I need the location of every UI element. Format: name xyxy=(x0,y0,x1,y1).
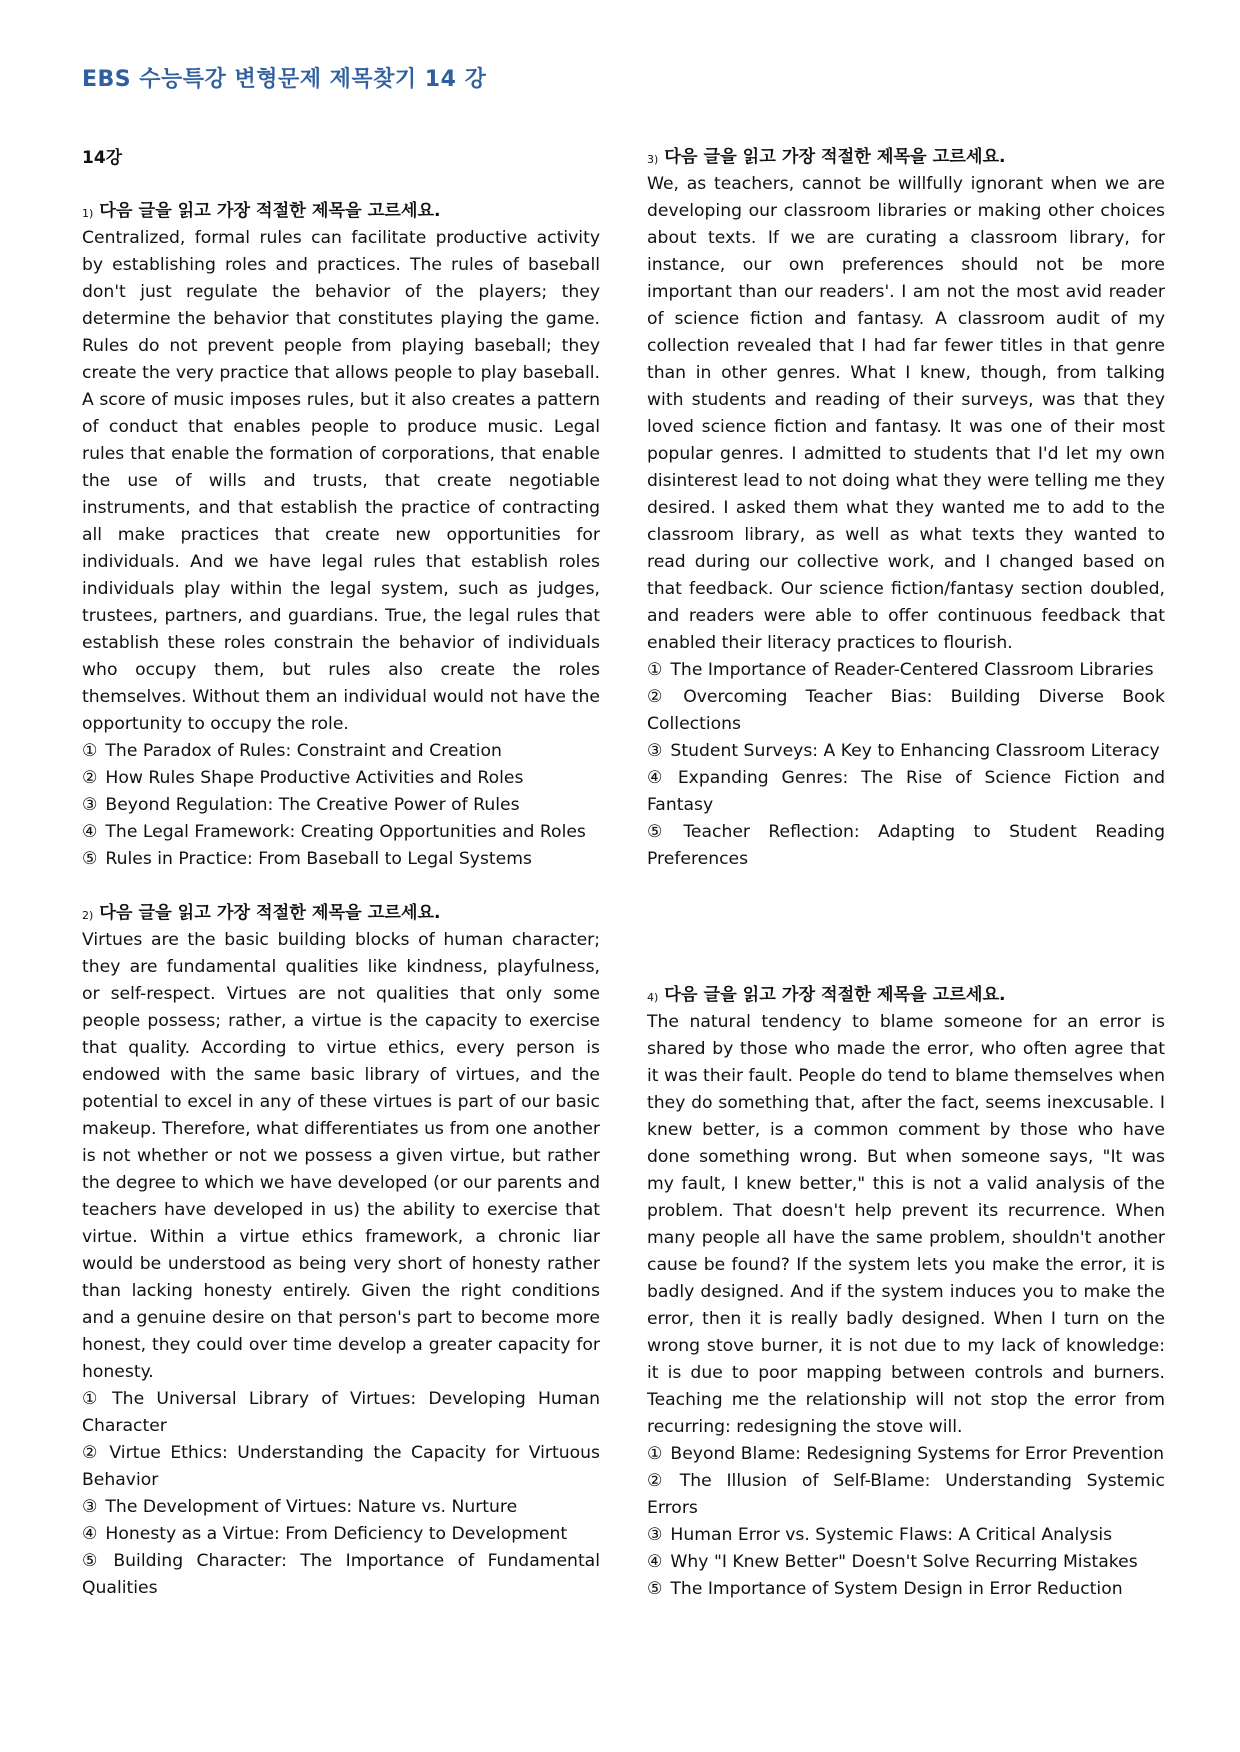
choice-text: Why "I Knew Better" Doesn't Solve Recurring Mistakes xyxy=(670,1552,1138,1572)
choice-3[interactable] xyxy=(82,1494,600,1521)
choice-text: Student Surveys: A Key to Enhancing Classroom Literacy xyxy=(670,741,1160,761)
choice-2[interactable] xyxy=(647,684,1165,738)
choice-marker: ② xyxy=(647,687,676,707)
question-1 xyxy=(82,198,600,873)
unit-label: 14강 xyxy=(82,148,123,168)
choice-marker: ① xyxy=(647,660,663,680)
question-prompt-text: 다음 글을 읽고 가장 적절한 제목을 고르세요. xyxy=(99,903,441,923)
choice-list xyxy=(647,1441,1165,1603)
choice-text: Rules in Practice: From Baseball to Legal Systems xyxy=(105,849,532,869)
choice-text: Expanding Genres: The Rise of Science Fiction and Fantasy xyxy=(647,768,1165,815)
choice-marker: ① xyxy=(82,741,98,761)
question-number: 2) xyxy=(82,909,94,922)
choice-1[interactable] xyxy=(647,657,1165,684)
choice-4[interactable] xyxy=(82,819,600,846)
choice-2[interactable] xyxy=(82,1440,600,1494)
question-4 xyxy=(647,982,1165,1603)
question-2 xyxy=(82,900,600,1602)
question-3 xyxy=(647,144,1165,873)
question-prompt-text: 다음 글을 읽고 가장 적절한 제목을 고르세요. xyxy=(99,201,441,221)
choice-1[interactable] xyxy=(647,1441,1165,1468)
choice-2[interactable] xyxy=(647,1468,1165,1522)
passage: The natural tendency to blame someone for an error is shared by those who made the error, who often agree that it was their fault. People do tend to blame themselves when they do something that, after the fact, seems inexcusable. I knew better, is a common comment by those who have done something wrong. But when someone says, "It was my fault, I knew better," this is not a valid analysis of the problem. That doesn't help prevent its recurrence. When many people all have the same problem, shouldn't another cause be found? If the system lets you make the error, it is badly designed. And if the system induces you to make the error, then it is really badly designed. When I turn on the wrong stove burner, it is not due to my lack of knowledge: it is due to poor mapping between controls and burners. Teaching me the relationship will not stop the error from recurring: redesigning the stove will. xyxy=(647,1012,1165,1437)
passage: Virtues are the basic building blocks of human character; they are fundamental qualities like kindness, playfulness, or self-respect. Virtues are not qualities that only some people possess; rather, a virtue is the capacity to exercise that quality. According to virtue ethics, every person is endowed with the same basic library of virtues, and the potential to excel in any of these virtues is part of our basic makeup. Therefore, what differentiates us from one another is not whether or not we possess a given virtue, but rather the degree to which we have developed (or our parents and teachers have developed in us) the ability to exercise that virtue. Within a virtue ethics framework, a chronic liar would be understood as being very short of honesty rather than lacking honesty entirely. Given the right conditions and a genuine desire on that person's part to become more honest, they could over time develop a greater capacity for honesty. xyxy=(82,930,600,1382)
choice-5[interactable] xyxy=(647,819,1165,873)
choice-text: Human Error vs. Systemic Flaws: A Critical Analysis xyxy=(670,1525,1113,1545)
choice-5[interactable] xyxy=(647,1576,1165,1603)
choice-text: The Importance of System Design in Error Reduction xyxy=(670,1579,1123,1599)
choice-text: Overcoming Teacher Bias: Building Diverse Book Collections xyxy=(647,687,1165,734)
choice-4[interactable] xyxy=(82,1521,600,1548)
choice-text: Honesty as a Virtue: From Deficiency to Development xyxy=(105,1524,568,1544)
choice-text: Virtue Ethics: Understanding the Capacity for Virtuous Behavior xyxy=(82,1443,600,1490)
choice-list xyxy=(82,738,600,873)
choice-text: Teacher Reflection: Adapting to Student Reading Preferences xyxy=(647,822,1165,869)
choice-marker: ⑤ xyxy=(647,1579,663,1599)
question-prompt xyxy=(82,198,600,225)
choice-marker: ② xyxy=(647,1471,672,1491)
question-number: 4) xyxy=(647,991,659,1004)
choice-text: The Legal Framework: Creating Opportunities and Roles xyxy=(105,822,586,842)
choice-marker: ③ xyxy=(82,795,98,815)
question-prompt xyxy=(647,144,1165,171)
choice-list xyxy=(647,657,1165,873)
choice-marker: ③ xyxy=(647,1525,663,1545)
choice-text: The Paradox of Rules: Constraint and Creation xyxy=(105,741,502,761)
choice-marker: ⑤ xyxy=(82,1551,106,1571)
choice-text: The Importance of Reader-Centered Classroom Libraries xyxy=(670,660,1154,680)
choice-marker: ③ xyxy=(82,1497,98,1517)
choice-list xyxy=(82,1386,600,1602)
choice-text: How Rules Shape Productive Activities and Roles xyxy=(105,768,524,788)
choice-marker: ④ xyxy=(82,822,98,842)
choice-marker: ① xyxy=(82,1389,105,1409)
choice-marker: ④ xyxy=(647,1552,663,1572)
choice-3[interactable] xyxy=(82,792,600,819)
document-header: EBS 수능특강 변형문제 제목찾기 14 강 xyxy=(82,67,487,92)
question-prompt xyxy=(82,900,600,927)
choice-text: The Development of Virtues: Nature vs. Nurture xyxy=(105,1497,518,1517)
choice-text: The Universal Library of Virtues: Developing Human Character xyxy=(82,1389,600,1436)
choice-4[interactable] xyxy=(647,1549,1165,1576)
question-prompt-text: 다음 글을 읽고 가장 적절한 제목을 고르세요. xyxy=(664,985,1006,1005)
choice-text: The Illusion of Self-Blame: Understanding Systemic Errors xyxy=(647,1471,1165,1518)
passage: We, as teachers, cannot be willfully ignorant when we are developing our classroom libraries or making other choices about texts. If we are curating a classroom library, for instance, our own preferences should not be more important than our readers'. I am not the most avid reader of science fiction and fantasy. A classroom audit of my collection revealed that I had far fewer titles in that genre than in other genres. What I knew, though, from talking with students and reading of their surveys, was that they loved science fiction and fantasy. It was one of their most popular genres. I admitted to students that I'd let my own disinterest lead to not doing what they were telling me they desired. I asked them what they wanted me to add to the classroom library, as well as what texts they wanted to read during our collective work, and I changed based on that feedback. Our science fiction/fantasy section doubled, and readers were able to offer continuous feedback that enabled their literacy practices to flourish. xyxy=(647,174,1165,653)
choice-text: Beyond Regulation: The Creative Power of Rules xyxy=(105,795,520,815)
choice-1[interactable] xyxy=(82,1386,600,1440)
passage: Centralized, formal rules can facilitate productive activity by establishing roles and practices. The rules of baseball don't just regulate the behavior of the players; they determine the behavior that constitutes playing the game. Rules do not prevent people from playing baseball; they create the very practice that allows people to play baseball. A score of music imposes rules, but it also creates a pattern of conduct that enables people to produce music. Legal rules that enable the formation of corporations, that enable the use of wills and trusts, that create negotiable instruments, and that establish the practice of contracting all make practices that create new opportunities for individuals. And we have legal rules that establish roles individuals play within the legal system, such as judges, trustees, partners, and guardians. True, the legal rules that establish these roles constrain the behavior of individuals who occupy them, but rules also create the roles themselves. Without them an individual would not have the opportunity to occupy the role. xyxy=(82,228,600,734)
choice-1[interactable] xyxy=(82,738,600,765)
choice-marker: ③ xyxy=(647,741,663,761)
question-prompt xyxy=(647,982,1165,1009)
choice-marker: ② xyxy=(82,1443,102,1463)
choice-text: Building Character: The Importance of Fundamental Qualities xyxy=(82,1551,600,1598)
choice-marker: ① xyxy=(647,1444,663,1464)
choice-5[interactable] xyxy=(82,1548,600,1602)
choice-marker: ④ xyxy=(647,768,670,788)
question-number: 1) xyxy=(82,207,94,220)
choice-text: Beyond Blame: Redesigning Systems for Error Prevention xyxy=(670,1444,1165,1464)
choice-marker: ④ xyxy=(82,1524,98,1544)
choice-marker: ② xyxy=(82,768,98,788)
choice-3[interactable] xyxy=(647,1522,1165,1549)
choice-marker: ⑤ xyxy=(647,822,676,842)
choice-4[interactable] xyxy=(647,765,1165,819)
question-number: 3) xyxy=(647,153,659,166)
choice-2[interactable] xyxy=(82,765,600,792)
choice-3[interactable] xyxy=(647,738,1165,765)
choice-marker: ⑤ xyxy=(82,849,98,869)
question-prompt-text: 다음 글을 읽고 가장 적절한 제목을 고르세요. xyxy=(664,147,1006,167)
choice-5[interactable] xyxy=(82,846,600,873)
